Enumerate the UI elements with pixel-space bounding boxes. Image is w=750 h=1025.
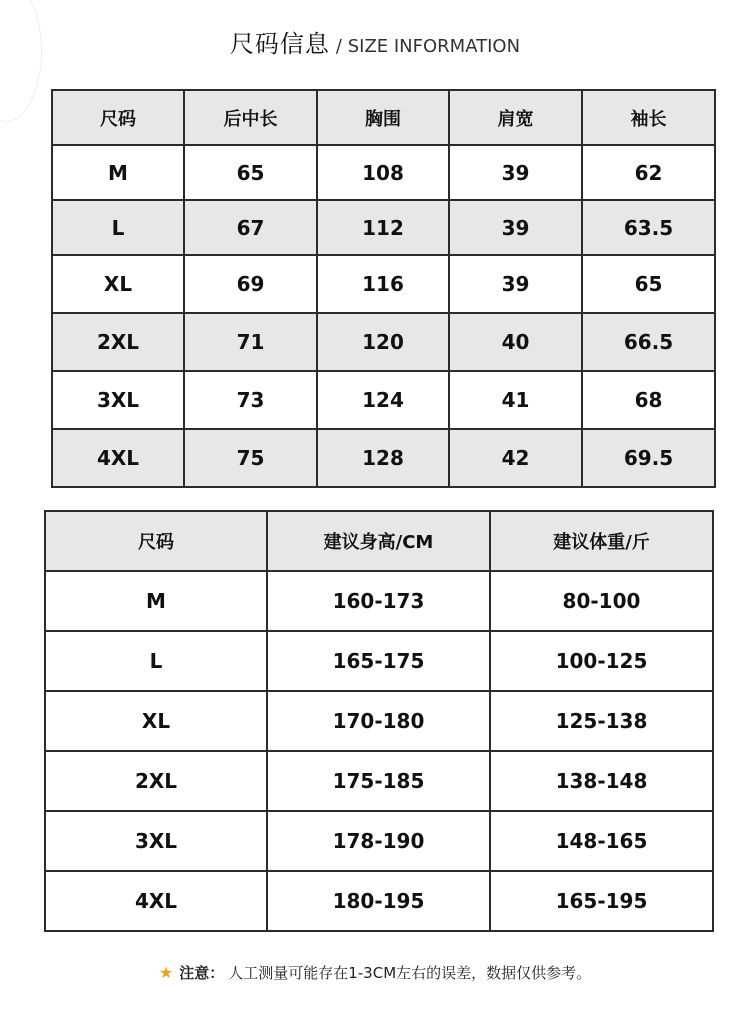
- table-cell: 39: [449, 200, 582, 255]
- header-cell: 后中长: [184, 90, 317, 145]
- table-cell: 42: [449, 429, 582, 487]
- header-cell: 尺码: [52, 90, 184, 145]
- table-cell: 160-173: [267, 571, 490, 631]
- table-cell: 2XL: [52, 313, 184, 371]
- table-cell: 2XL: [45, 751, 267, 811]
- table-row: [52, 429, 715, 487]
- table-cell: XL: [45, 691, 267, 751]
- table-cell: 4XL: [45, 871, 267, 931]
- table-cell: 3XL: [52, 371, 184, 429]
- size-recommendation-table: [44, 510, 714, 932]
- note-text: 人工测量可能存在1-3CM左右的误差，数据仅供参考。: [228, 964, 592, 982]
- note-label: 注意：: [179, 964, 225, 982]
- table-cell: 69.5: [582, 429, 715, 487]
- table-cell: 125-138: [490, 691, 713, 751]
- header-cell: 建议体重/斤: [490, 511, 713, 571]
- table-row: [45, 871, 713, 931]
- table-cell: 75: [184, 429, 317, 487]
- table-cell: 65: [582, 255, 715, 313]
- title-en: / SIZE INFORMATION: [335, 36, 521, 57]
- header-cell: 胸围: [317, 90, 449, 145]
- table-cell: XL: [52, 255, 184, 313]
- table-cell: 108: [317, 145, 449, 200]
- table-cell: 63.5: [582, 200, 715, 255]
- table-cell: 112: [317, 200, 449, 255]
- table-row: [45, 691, 713, 751]
- table-cell: 68: [582, 371, 715, 429]
- measurement-note: [0, 962, 750, 983]
- table-cell: M: [45, 571, 267, 631]
- table-cell: 180-195: [267, 871, 490, 931]
- table-cell: 39: [449, 145, 582, 200]
- table-row: [45, 811, 713, 871]
- table-cell: 124: [317, 371, 449, 429]
- table-cell: 62: [582, 145, 715, 200]
- table-cell: 65: [184, 145, 317, 200]
- table-cell: 66.5: [582, 313, 715, 371]
- table-cell: L: [45, 631, 267, 691]
- table-cell: 165-175: [267, 631, 490, 691]
- table-cell: 165-195: [490, 871, 713, 931]
- table-cell: L: [52, 200, 184, 255]
- table-cell: 41: [449, 371, 582, 429]
- table-cell: 80-100: [490, 571, 713, 631]
- table-row: [45, 571, 713, 631]
- size-measurement-table: [51, 89, 716, 488]
- table-cell: 178-190: [267, 811, 490, 871]
- table-cell: 73: [184, 371, 317, 429]
- table-cell: 3XL: [45, 811, 267, 871]
- table-cell: 120: [317, 313, 449, 371]
- title-cn: 尺码信息: [229, 30, 330, 58]
- table-cell: 67: [184, 200, 317, 255]
- table-row: [52, 313, 715, 371]
- star-icon: ★: [158, 963, 174, 982]
- table-cell: 39: [449, 255, 582, 313]
- table-cell: 138-148: [490, 751, 713, 811]
- table-row: [52, 200, 715, 255]
- decorative-swirl: [0, 0, 42, 122]
- table-row: [45, 631, 713, 691]
- table-row: [52, 255, 715, 313]
- header-cell: 建议身高/CM: [267, 511, 490, 571]
- table-cell: 40: [449, 313, 582, 371]
- header-cell: 袖长: [582, 90, 715, 145]
- header-cell: 尺码: [45, 511, 267, 571]
- table-row: [52, 371, 715, 429]
- table-cell: 175-185: [267, 751, 490, 811]
- table-cell: M: [52, 145, 184, 200]
- table-header-row: [45, 511, 713, 571]
- table-cell: 148-165: [490, 811, 713, 871]
- table-cell: 69: [184, 255, 317, 313]
- page-title: [0, 24, 750, 59]
- table-cell: 128: [317, 429, 449, 487]
- table-cell: 116: [317, 255, 449, 313]
- table-cell: 71: [184, 313, 317, 371]
- table-row: [45, 751, 713, 811]
- table-cell: 100-125: [490, 631, 713, 691]
- table-header-row: [52, 90, 715, 145]
- table-row: [52, 145, 715, 200]
- header-cell: 肩宽: [449, 90, 582, 145]
- table-cell: 4XL: [52, 429, 184, 487]
- table-cell: 170-180: [267, 691, 490, 751]
